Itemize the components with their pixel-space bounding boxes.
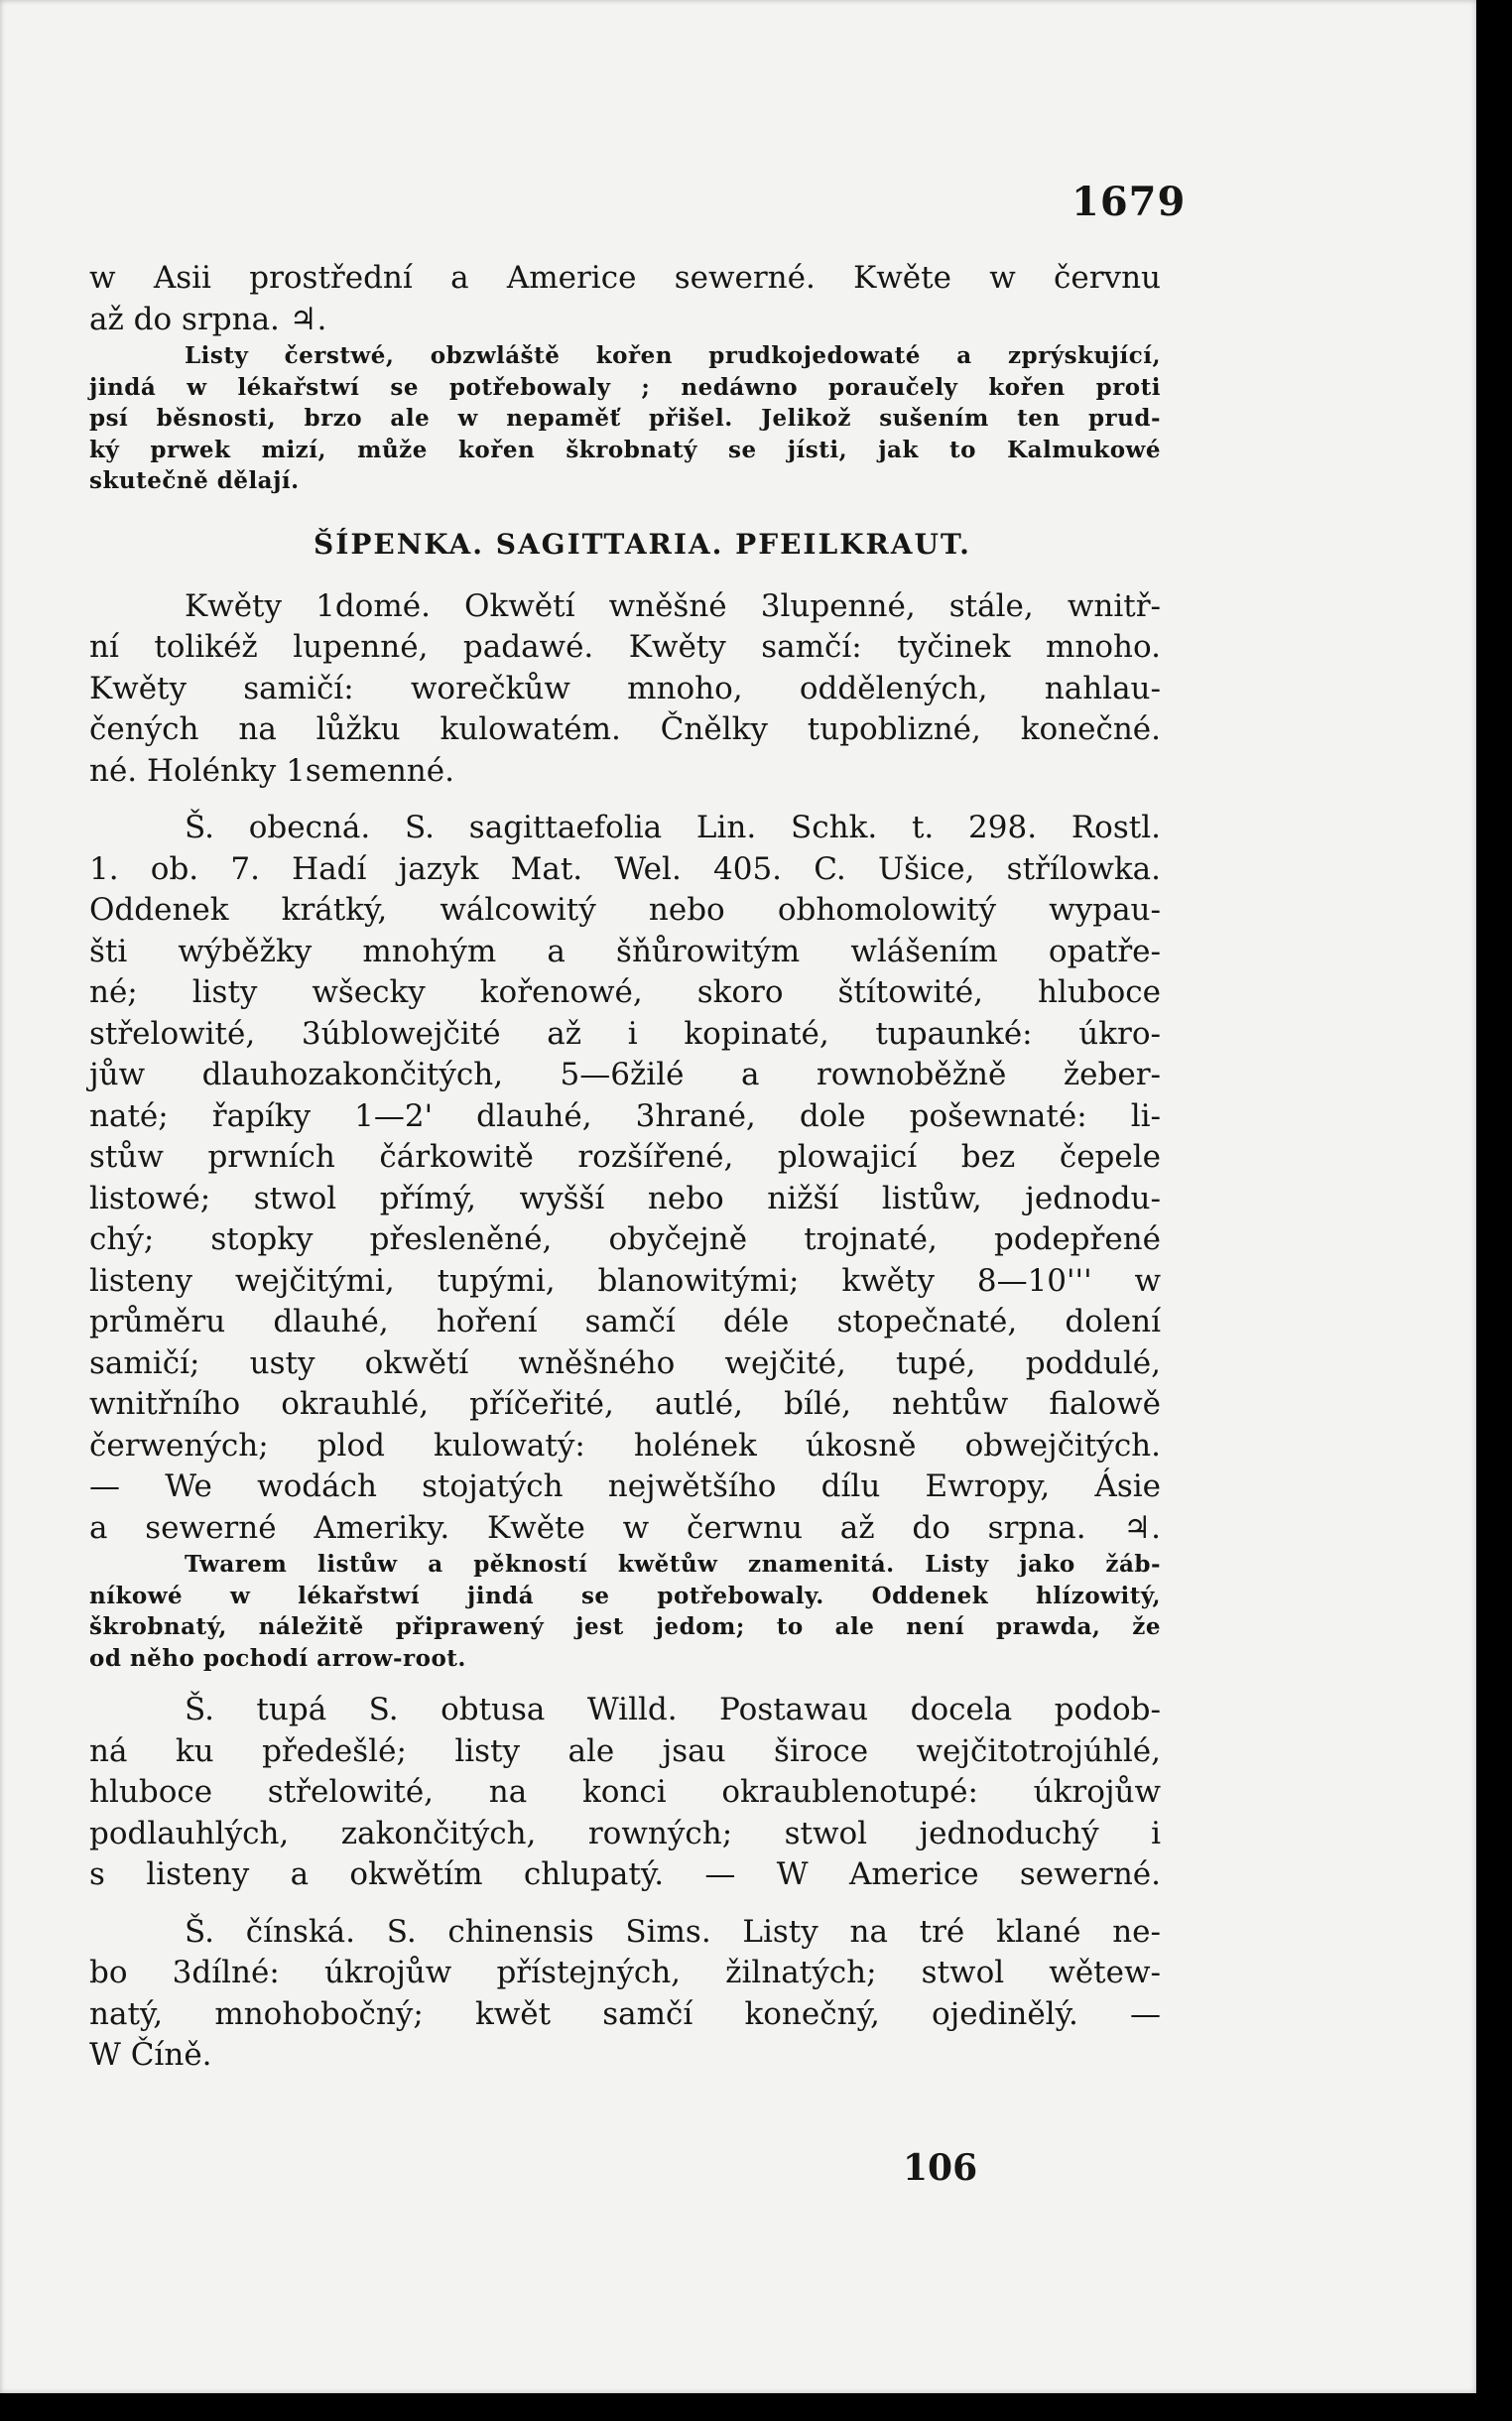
signature-mark: 106 — [903, 2147, 978, 2189]
text-line: ní tolikéž lupenné, padawé. Kwěty samčí: tyčinek mnoho. — [89, 629, 1161, 665]
text-line: chý; stopky přesleněné, obyčejně trojnaté, podepřené — [89, 1221, 1161, 1257]
text-line: bo 3dílné: úkrojůw přístejných, žilnatých; stwol wětew- — [89, 1955, 1161, 1990]
species-obecna — [89, 808, 1161, 1549]
text-column — [89, 258, 1161, 2077]
text-line: ký prwek mizí, může kořen škrobnatý se jísti, jak to Kalmukowé — [89, 436, 1161, 463]
text-line: samičí; usty okwětí wněšného wejčité, tupé, poddulé, — [89, 1344, 1161, 1381]
species-cinska — [89, 1912, 1161, 2077]
text-line: Listy čerstwé, obzwláště kořen prudkojedowaté a zprýskující, — [185, 342, 1161, 369]
genus-heading: ŠÍPENKA. SAGITTARIA. PFEILKRAUT. — [314, 527, 971, 561]
scan-edge-bottom — [0, 2393, 1512, 2421]
text-line: — We wodách stojatých nejwětšího dílu Ewropy, Ásie — [89, 1468, 1161, 1504]
text-line: stůw prwních čárkowitě rozšířené, plowajicí bez čepele — [89, 1139, 1161, 1175]
text-line: psí běsnosti, brzo ale w nepaměť přišel. Jelikož sušením ten prud- — [89, 405, 1161, 432]
genus-description — [89, 586, 1161, 793]
text-line: střelowité, 3úblowejčité až i kopinaté, tupaunké: úkro- — [89, 1015, 1161, 1052]
text-line: 1. ob. 7. Hadí jazyk Mat. Wel. 405. C. Ušice, střílowka. — [89, 850, 1161, 887]
text-line: s listeny a okwětím chlupatý. — W Americe sewerné. — [89, 1856, 1161, 1892]
text-line: jůw dlauhozakončitých, 5—6žilé a rownoběžně žeber- — [89, 1057, 1161, 1092]
text-line: od něho pochodí arrow-root. — [89, 1644, 466, 1672]
text-line: W Číně. — [89, 2037, 212, 2073]
text-line: naté; řapíky 1—2' dlauhé, 3hrané, dole pošewnaté: li- — [89, 1097, 1161, 1134]
text-line: w Asii prostřední a Americe sewerné. Kwěte w červnu — [89, 260, 1161, 296]
text-line: čených na lůžku kulowatém. Čnělky tupoblizné, konečné. — [89, 711, 1161, 747]
text-line: Twarem listůw a pěkností kwětůw znamenitá. Listy jako žáb- — [185, 1551, 1161, 1578]
text-line: čerwených; plod kulowatý: holének úkosně obwejčitých. — [89, 1427, 1161, 1464]
text-line: Oddenek krátký, wálcowitý nebo obhomolowitý wypau- — [89, 892, 1161, 928]
text-line: šti wýběžky mnohým a šňůrowitým wlášením opatře- — [89, 933, 1161, 969]
text-line: Š. obecná. S. sagittaefolia Lin. Schk. t. 298. Rostl. — [185, 810, 1161, 845]
text-line: né; listy wšecky kořenowé, skoro štítowité, hluboce — [89, 974, 1161, 1010]
text-line: Kwěty samičí: worečkůw mnoho, oddělených, nahlau- — [89, 670, 1161, 706]
text-line: a sewerné Ameriky. Kwěte w čerwnu až do srpna. ♃. — [89, 1509, 1161, 1546]
page-number: 1679 — [1071, 179, 1187, 225]
text-line: podlauhlých, zakončitých, rowných; stwol jednoduchý i — [89, 1815, 1161, 1851]
text-line: Š. čínská. S. chinensis Sims. Listy na tré klané ne- — [185, 1913, 1161, 1950]
intro-paragraph — [89, 258, 1161, 340]
text-line: škrobnatý, náležitě připrawený jest jedom; to ale není prawda, že — [89, 1613, 1161, 1640]
text-line: průměru dlauhé, hoření samčí déle stopečnaté, dolení — [89, 1304, 1161, 1339]
text-line: listeny wejčitými, tupými, blanowitými; kwěty 8—10''' w — [89, 1262, 1161, 1299]
text-line: Kwěty 1domé. Okwětí wněšné 3lupenné, stále, wnitř- — [185, 587, 1161, 624]
note-paragraph — [89, 340, 1161, 497]
text-line: wnitřního okrauhlé, příčeřité, autlé, bílé, nehtůw fialowě — [89, 1386, 1161, 1422]
species-tupa — [89, 1690, 1161, 1896]
text-line: až do srpna. ♃. — [89, 301, 327, 337]
text-line: jindá w lékařstwí se potřebowaly ; nedáwno poraučely kořen proti — [89, 373, 1161, 401]
text-line: Š. tupá S. obtusa Willd. Postawau docela podob- — [185, 1692, 1161, 1727]
text-line: né. Holénky 1semenné. — [89, 752, 454, 789]
text-line: níkowé w lékařstwí jindá se potřebowaly. Oddenek hlízowitý, — [89, 1582, 1161, 1609]
scan-edge-right — [1476, 0, 1512, 2421]
text-line: ná ku předešlé; listy ale jsau široce wejčitotrojúhlé, — [89, 1732, 1161, 1769]
text-line: hluboce střelowité, na konci okraublenotupé: úkrojůw — [89, 1774, 1161, 1810]
text-line: skutečně dělají. — [89, 467, 300, 494]
note-paragraph — [89, 1549, 1161, 1674]
text-line: listowé; stwol přímý, wyšší nebo nižší listůw, jednodu- — [89, 1180, 1161, 1216]
text-line: natý, mnohobočný; kwět samčí konečný, ojedinělý. — — [89, 1995, 1161, 2032]
